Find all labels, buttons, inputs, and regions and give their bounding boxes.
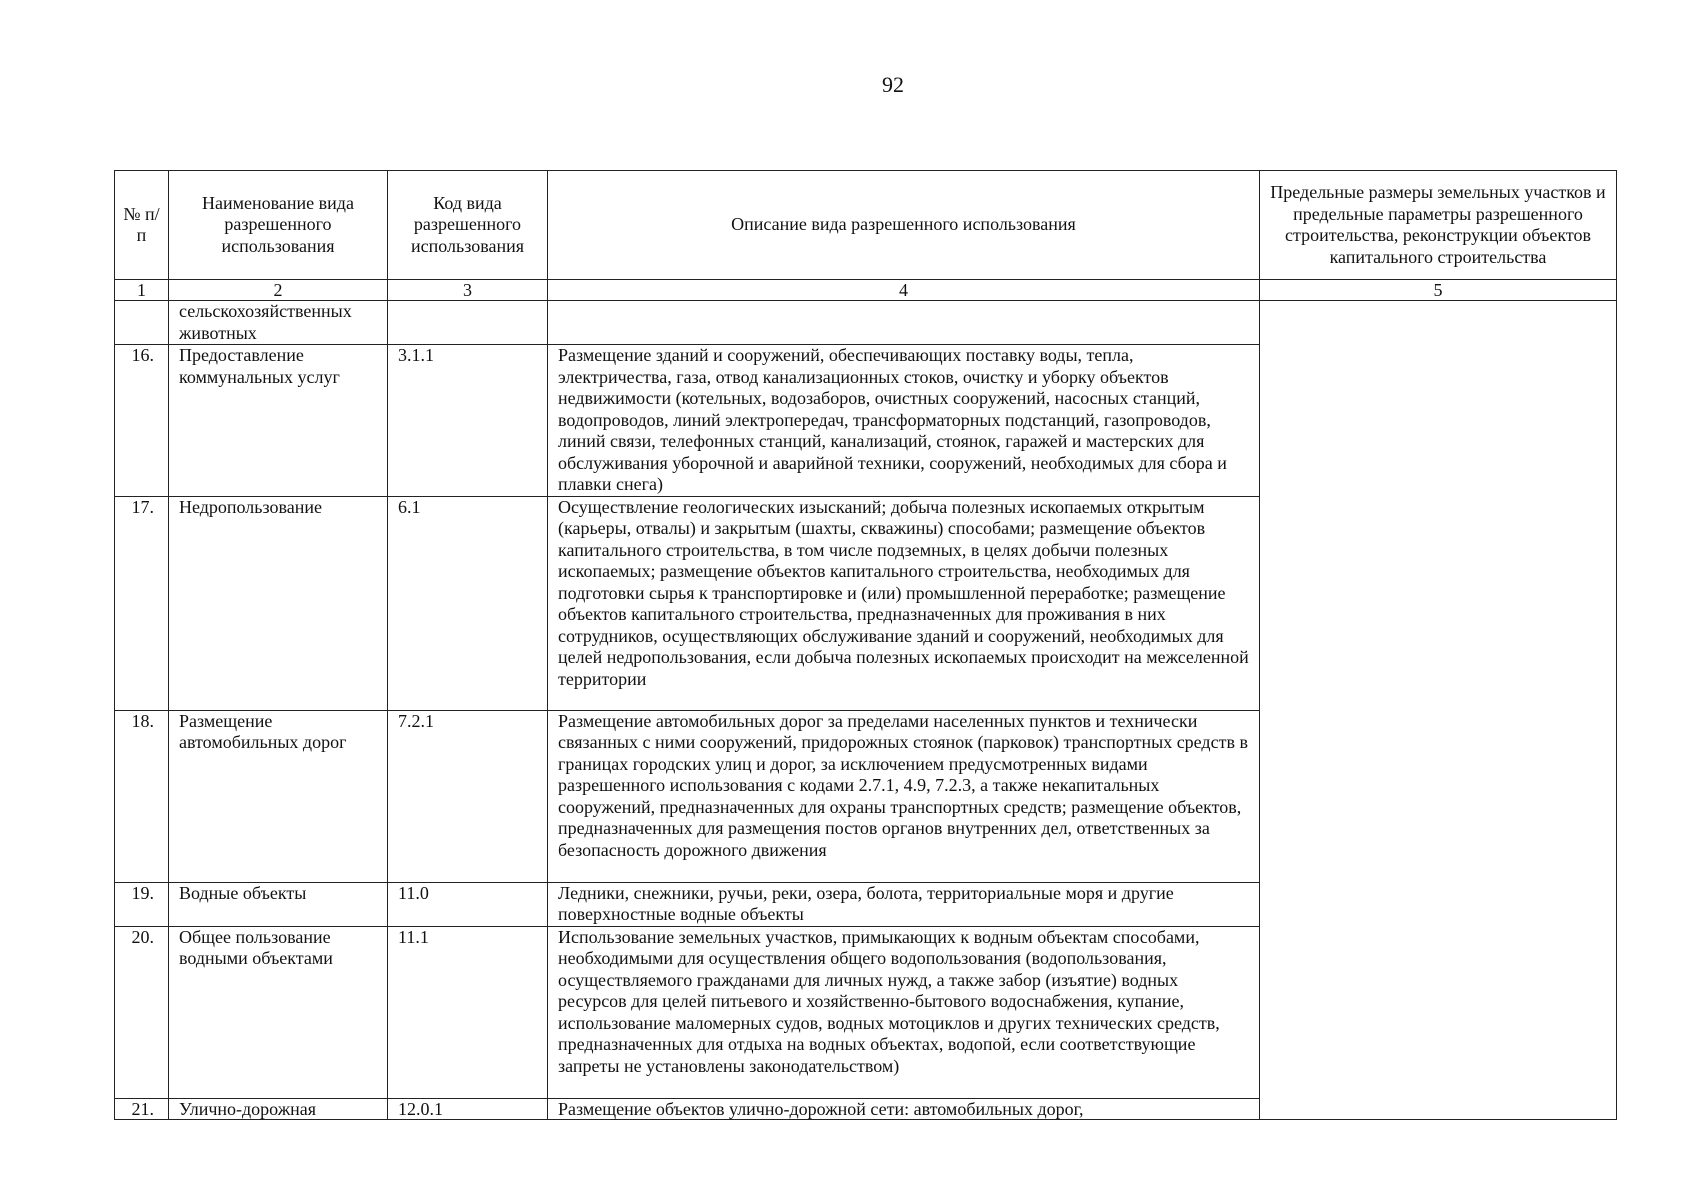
row-number: 17.: [115, 496, 169, 710]
column-number: 5: [1260, 280, 1617, 301]
row-code: 3.1.1: [388, 345, 548, 497]
row-code: 12.0.1: [388, 1098, 548, 1119]
row-description: Размещение объектов улично-дорожной сети: автомобильных дорог,: [548, 1098, 1260, 1119]
row-number: 19.: [115, 882, 169, 926]
row-name: Размещение автомобильных дорог: [169, 710, 388, 882]
land-use-table: [114, 170, 1617, 1120]
table-header-row: [115, 171, 1617, 280]
row-name: Водные объекты: [169, 882, 388, 926]
page-number: 92: [882, 72, 904, 97]
row-code: 7.2.1: [388, 710, 548, 882]
header-number: № п/п: [115, 171, 169, 280]
row-number: 18.: [115, 710, 169, 882]
row-code: [388, 301, 548, 345]
header-description: Описание вида разрешенного использования: [548, 171, 1260, 280]
row-name: Улично-дорожная: [169, 1098, 388, 1119]
row-name: сельскохозяйственных животных: [169, 301, 388, 345]
row-number: 21.: [115, 1098, 169, 1119]
column-number: 1: [115, 280, 169, 301]
row-description: Размещение зданий и сооружений, обеспечивающих поставку воды, тепла, электричества, газа, отвод канализационных стоков, очистку и уборку объектов недвижимости (котельных, водозаборов, очистных сооружений, насосных станций, водопроводов, линий электропередач, трансформаторных подстанций, газопроводов, линий связи, телефонных станций, канализаций, стоянок, гаражей и мастерских для обслуживания уборочной и аварийной техники, сооружений, необходимых для сбора и плавки снега): [548, 345, 1260, 497]
row-description: Осуществление геологических изысканий; добыча полезных ископаемых открытым (карьеры, отвалы) и закрытым (шахты, скважины) способами; размещение объектов капитального строительства, в том числе подземных, в целях добычи полезных ископаемых; размещение объектов капитального строительства, необходимых для подготовки сырья к транспортировке и (или) промышленной переработке; размещение объектов капитального строительства, предназначенных для проживания в них сотрудников, осуществляющих обслуживание зданий и сооружений, необходимых для целей недропользования, если добыча полезных ископаемых происходит на межселенной территории: [548, 496, 1260, 710]
column-number: 3: [388, 280, 548, 301]
row-description: Размещение автомобильных дорог за пределами населенных пунктов и технически связанных с ними сооружений, придорожных стоянок (парковок) транспортных средств в границах городских улиц и дорог, за исключением предусмотренных видами разрешенного использования с кодами 2.7.1, 4.9, 7.2.3, а также некапитальных сооружений, предназначенных для охраны транспортных средств; размещение объектов, предназначенных для размещения постов органов внутренних дел, ответственных за безопасность дорожного движения: [548, 710, 1260, 882]
row-name: Недропользование: [169, 496, 388, 710]
row-description: Ледники, снежники, ручьи, реки, озера, болота, территориальные моря и другие поверхностные водные объекты: [548, 882, 1260, 926]
header-code: Код вида разрешенного использования: [388, 171, 548, 280]
row-code: 11.1: [388, 926, 548, 1098]
row-description: [548, 301, 1260, 345]
row-code: 11.0: [388, 882, 548, 926]
header-limits: Предельные размеры земельных участков и предельные параметры разрешенного строительства, реконструкции объектов капитального строительства: [1260, 171, 1617, 280]
row-number: 16.: [115, 345, 169, 497]
row-name: Общее пользование водными объектами: [169, 926, 388, 1098]
header-name: Наименование вида разрешенного использования: [169, 171, 388, 280]
column-number: 2: [169, 280, 388, 301]
row-number: [115, 301, 169, 345]
column-number: 4: [548, 280, 1260, 301]
row-name: Предоставление коммунальных услуг: [169, 345, 388, 497]
column-number-row: [115, 280, 1617, 301]
row-description: Использование земельных участков, примыкающих к водным объектам способами, необходимыми для осуществления общего водопользования (водопользования, осуществляемого гражданами для личных нужд, а также забор (изъятие) водных ресурсов для целей питьевого и хозяйственно-бытового водоснабжения, купание, использование маломерных судов, водных мотоциклов и других технических средств, предназначенных для отдыха на водных объектах, водопой, если соответствующие запреты не установлены законодательством): [548, 926, 1260, 1098]
limits-cell: [1260, 301, 1617, 1120]
table-row-continuation: [115, 301, 1617, 345]
row-number: 20.: [115, 926, 169, 1098]
row-code: 6.1: [388, 496, 548, 710]
